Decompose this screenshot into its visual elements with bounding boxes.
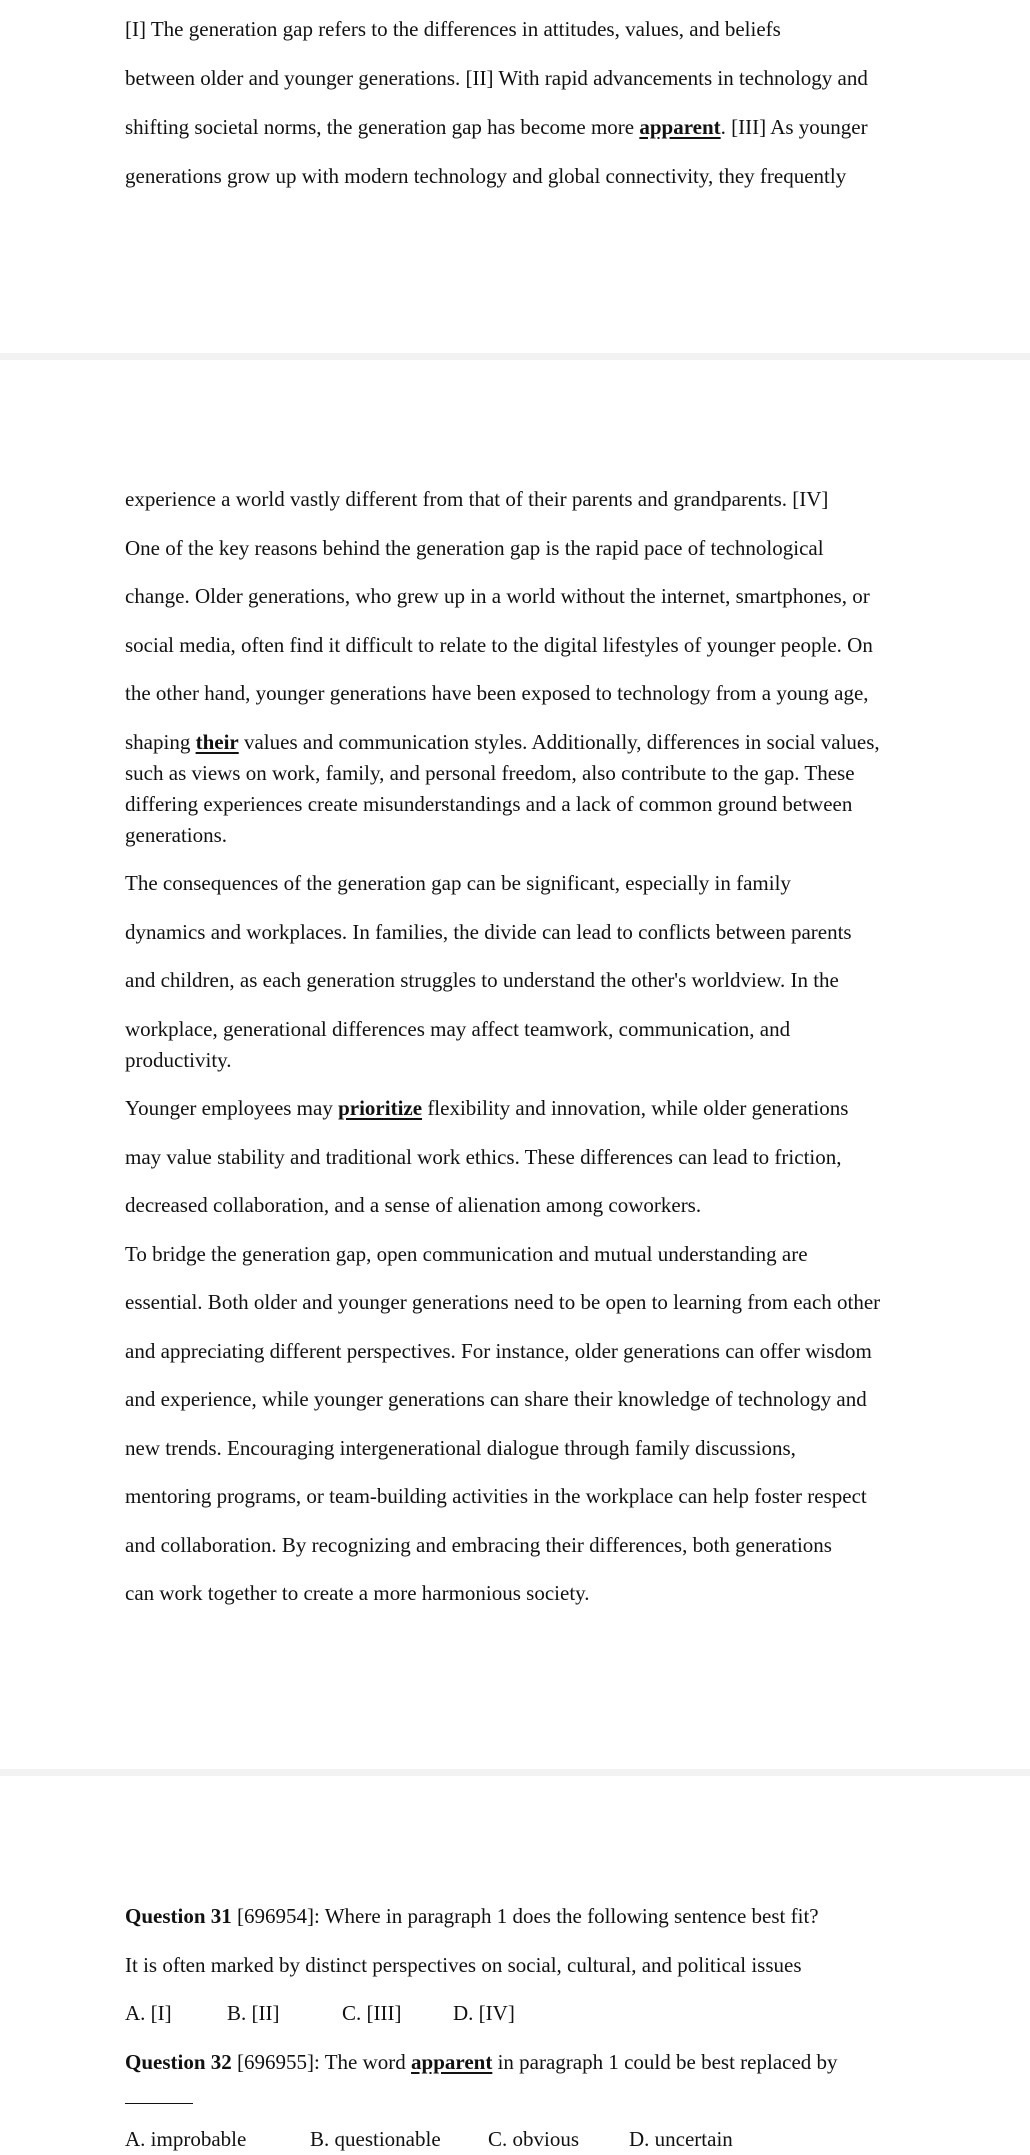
passage-line: Younger employees may prioritize flexibility and innovation, while older generations — [125, 1096, 849, 1120]
passage-line: essential. Both older and younger generations need to be open to learning from each other — [125, 1290, 881, 1314]
page-divider — [0, 1769, 1030, 1776]
passage-line: new trends. Encouraging intergenerational dialogue through family discussions, — [125, 1436, 796, 1460]
keyword-apparent: apparent — [639, 115, 721, 139]
page-divider — [0, 353, 1030, 360]
passage-line: dynamics and workplaces. In families, the divide can lead to conflicts between parents — [125, 920, 852, 944]
question-31-label: Question 31 — [125, 1904, 232, 1928]
passage-line: the other hand, younger generations have been exposed to technology from a young age, — [125, 681, 869, 705]
question-31-option-b[interactable]: B. [II] — [227, 2001, 280, 2025]
passage-line: such as views on work, family, and personal freedom, also contribute to the gap. These — [125, 761, 855, 785]
question-32-label: Question 32 — [125, 2050, 232, 2074]
passage-line: experience a world vastly different from that of their parents and grandparents. [IV] — [125, 487, 829, 511]
passage-line: differing experiences create misunderstandings and a lack of common ground between — [125, 792, 853, 816]
answer-blank — [125, 2103, 193, 2104]
question-31-option-a[interactable]: A. [I] — [125, 2001, 172, 2025]
passage-line: To bridge the generation gap, open communication and mutual understanding are — [125, 1242, 808, 1266]
passage-line: change. Older generations, who grew up in a world without the internet, smartphones, or — [125, 584, 870, 608]
passage-line: productivity. — [125, 1048, 232, 1072]
passage-line: and children, as each generation struggles to understand the other's worldview. In the — [125, 968, 839, 992]
passage-line: may value stability and traditional work ethics. These differences can lead to friction, — [125, 1145, 842, 1169]
passage-line: workplace, generational differences may affect teamwork, communication, and — [125, 1017, 791, 1041]
keyword-prioritize: prioritize — [338, 1096, 423, 1120]
question-31-option-c[interactable]: C. [III] — [342, 2001, 402, 2025]
question-31-option-d[interactable]: D. [IV] — [453, 2001, 515, 2025]
passage-line: and collaboration. By recognizing and embracing their differences, both generations — [125, 1533, 832, 1557]
passage-line: generations grow up with modern technology and global connectivity, they frequently — [125, 164, 847, 188]
keyword-apparent-question: apparent — [411, 2050, 493, 2074]
passage-line: mentoring programs, or team-building activities in the workplace can help foster respect — [125, 1484, 867, 1508]
passage-line: [I] The generation gap refers to the differences in attitudes, values, and beliefs — [125, 17, 781, 41]
question-32-option-a[interactable]: A. improbable — [125, 2127, 247, 2151]
passage-line: shaping their values and communication styles. Additionally, differences in social values, — [125, 730, 880, 754]
passage-line: shifting societal norms, the generation gap has become more apparent. [III] As younger — [125, 115, 868, 139]
passage-line: The consequences of the generation gap can be significant, especially in family — [125, 871, 791, 895]
passage-line: decreased collaboration, and a sense of alienation among coworkers. — [125, 1193, 702, 1217]
passage-line: and appreciating different perspectives. For instance, older generations can offer wisdom — [125, 1339, 872, 1363]
passage-line: social media, often find it difficult to relate to the digital lifestyles of younger people. On — [125, 633, 873, 657]
question-31-heading: Question 31 [696954]: Where in paragraph 1 does the following sentence best fit? — [125, 1904, 819, 1928]
keyword-their: their — [195, 730, 239, 754]
passage-line: and experience, while younger generations can share their knowledge of technology and — [125, 1387, 867, 1411]
passage-line: One of the key reasons behind the generation gap is the rapid pace of technological — [125, 536, 824, 560]
passage-line: can work together to create a more harmonious society. — [125, 1581, 590, 1605]
question-32-option-d[interactable]: D. uncertain — [629, 2127, 733, 2151]
question-32-option-b[interactable]: B. questionable — [310, 2127, 441, 2151]
passage-line: between older and younger generations. [II] With rapid advancements in technology and — [125, 66, 868, 90]
passage-line: generations. — [125, 823, 228, 847]
question-31-sentence: It is often marked by distinct perspectives on social, cultural, and political issues — [125, 1953, 802, 1977]
question-32-option-c[interactable]: C. obvious — [488, 2127, 580, 2151]
question-32-heading: Question 32 [696955]: The word apparent in paragraph 1 could be best replaced by — [125, 2050, 838, 2074]
